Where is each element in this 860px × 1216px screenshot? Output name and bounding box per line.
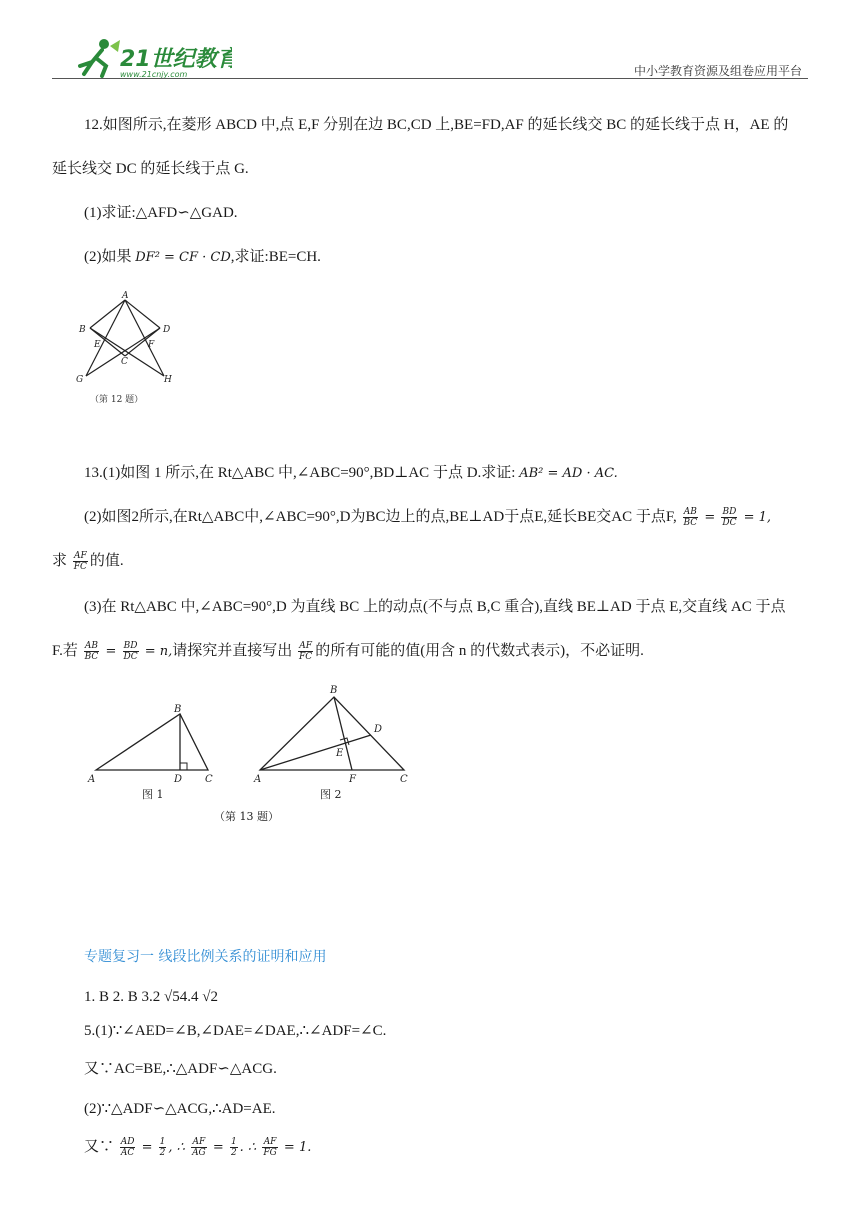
header-platform-text: 中小学教育资源及组卷应用平台 [633,64,802,78]
q12-line1: 12.如图所示,在菱形 ABCD 中,点 E,F 分别在边 BC,CD 上,BE=FD,AF 的延长线交 BC 的延长线于点 H，AE 的 [84,117,789,133]
q12-label-c: C [121,357,128,367]
answers-line1: 1. B 2. B 3.2 √54.4 √2 [84,989,218,1005]
q12-part2 [84,246,321,269]
q13-fig2-label-a: A [254,774,262,785]
answers-section-title: 专题复习一 线段比例关系的证明和应用 [84,949,327,965]
q13-fig1-label-c: C [205,774,213,785]
q13-fig1 [96,714,208,770]
q13-fig2-label-f: F [349,774,356,785]
q12-part2-post: ,求证:BE=CH. [230,249,321,265]
logo [62,36,232,80]
q12-part2-math: DF² = CF · CD [135,250,231,265]
answers-frac-half-2: $\frac{1}{2}$ [230,1137,237,1159]
q13-fig1-label-d: D [174,774,183,785]
answers-frac-af-ag: $\frac{AF}{AG}$ [192,1137,206,1159]
runner-logo-icon [62,36,232,80]
answers-line5: 又∵ $\frac{AD}{AC}$ = $\frac{1}{2}$ , ∴ $\frac{AF}{AG}$ = $\frac{1}{2}$ . ∴ $\frac{AF}{FG}$ = 1. [84,1137,312,1159]
answers-frac-af-fg: $\frac{AF}{FG}$ [263,1137,277,1159]
q13-part2-frac-af-fc: $\frac{AF}{FC}$ [73,551,87,573]
q13-fig2-label-d: D [374,724,383,735]
q13-fig2-label-e: E [336,748,344,759]
q13-fig1-label-a: A [88,774,96,785]
q12-part1: (1)求证:△AFD∽△GAD. [84,205,238,221]
q13-part3-frac-ab-bc: $\frac{AB}{BC}$ [84,641,99,663]
q12-line2: 延长线交 DC 的延长线于点 G. [52,161,249,177]
q12-label-e: E [94,340,101,350]
q13-part2-frac-ab-bc: $\frac{AB}{BC}$ [683,507,698,529]
q12-label-g: G [76,375,84,385]
q13-part1 [84,462,618,485]
q13-fig1-label-b: B [174,704,182,715]
q13-part3-line1: (3)在 Rt△ABC 中,∠ABC=90°,D 为直线 BC 上的动点(不与点 B,C 重合),直线 BE⊥AD 于点 E,交直线 AC 于点 [84,599,786,615]
q12-label-h: H [164,375,172,385]
q13-fig2-caption: 图 2 [320,788,342,801]
q12-label-a: A [122,291,129,301]
answers-line3: 又∵AC=BE,∴△ADF∽△ACG. [84,1061,277,1077]
q13-part3-frac-bd-dc: $\frac{BD}{DC}$ [123,641,138,663]
q13-part3-line2: F.若 $\frac{AB}{BC}$ = $\frac{BD}{DC}$ = n,请探究并直接写出 $\frac{AF}{FC}$ 的所有可能的值(用含 n 的代数式表示)，不必证明. [52,641,644,663]
q13-part1-text: 13.(1)如图 1 所示,在 Rt△ABC 中,∠ABC=90°,BD⊥AC 于点 D.求证: [84,465,520,481]
q12-caption: （第 12 题） [90,395,144,405]
answers-frac-ad-ac: $\frac{AD}{AC}$ [120,1137,135,1159]
q13-caption: （第 13 题） [214,810,279,823]
q13-part2: (2)如图2所示,在Rt△ABC中,∠ABC=90°,D为BC边上的点,BE⊥AD于点E,延长BE交AC 于点F, $\frac{AB}{BC}$ = $\frac{BD}{DC}$ = 1, [84,507,772,529]
q12-label-f: F [148,340,155,350]
q12-label-d: D [163,325,171,335]
q12-figure [70,288,190,410]
answers-line2: 5.(1)∵∠AED=∠B,∠DAE=∠DAE,∴∠ADF=∠C. [84,1023,387,1039]
q12-label-b: B [79,325,86,335]
q13-part2-line2: 求 $\frac{AF}{FC}$ 的值. [52,551,124,573]
q12-part2-pre: (2)如果 [84,249,136,265]
logo-url: www.21cnjy.com [120,70,188,79]
answers-line4: (2)∵△ADF∽△ACG,∴AD=AE. [84,1101,276,1117]
q13-fig2 [260,697,404,770]
q13-part1-math: AB² = AD · AC. [519,466,618,481]
q13-part2-text: (2)如图2所示,在Rt△ABC中,∠ABC=90°,D为BC边上的点,BE⊥AD于点E,延长BE交AC 于点F, [84,509,681,525]
q13-fig1-caption: 图 1 [142,788,164,801]
q13-fig2-label-b: B [330,685,338,696]
q13-part2-frac-bd-dc: $\frac{BD}{DC}$ [722,507,737,529]
logo-text: 21世纪教育 [120,47,232,72]
answers-frac-half-1: $\frac{1}{2}$ [159,1137,166,1159]
header-divider [52,78,808,79]
q13-fig2-label-c: C [400,774,408,785]
q13-part3-frac-af-fc: $\frac{AF}{FC}$ [299,641,313,663]
q13-figure [84,680,424,830]
